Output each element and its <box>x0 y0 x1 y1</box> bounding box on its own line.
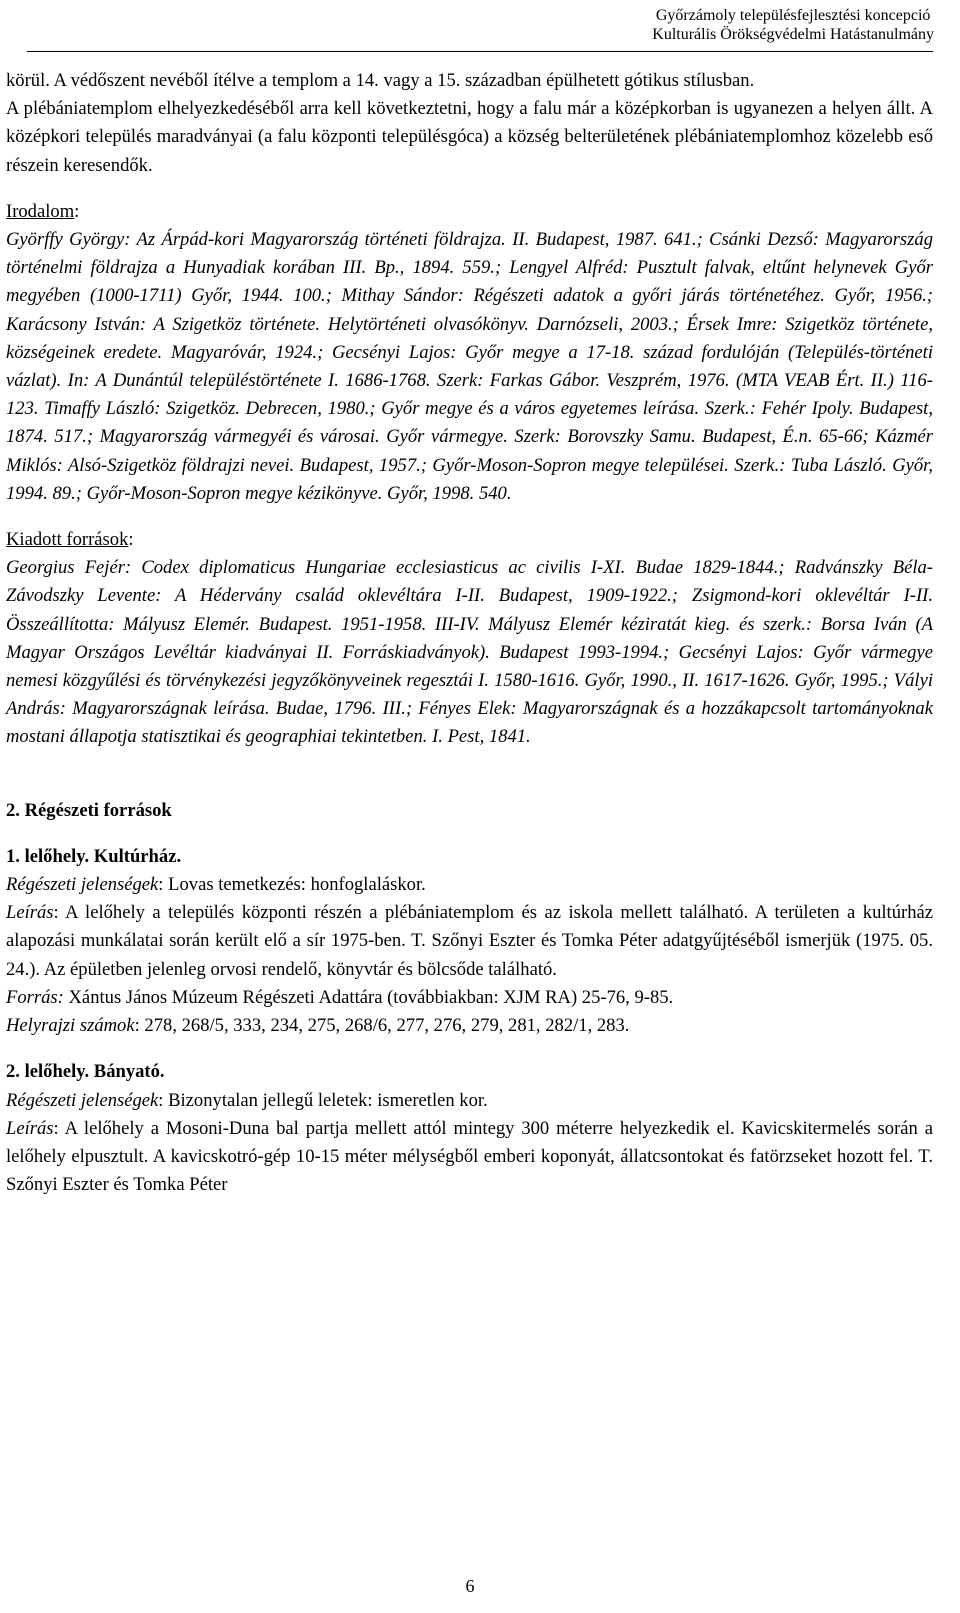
sources-heading-colon: : <box>128 529 134 551</box>
site-parcels <box>6 1012 933 1040</box>
sources-heading <box>6 526 933 554</box>
literature-heading-colon: : <box>74 200 80 222</box>
intro-paragraph-1: körül. A védőszent nevéből ítélve a templom a 14. vagy a 15. században épülhetett gótikus stílusban. <box>6 70 755 91</box>
parcels-label: Helyrajzi számok <box>6 1015 135 1037</box>
literature-list: Györffy György: Az Árpád-kori Magyarország történeti földrajza. II. Budapest, 1987. 641.; Csánki Dezső: Magyarország történelmi földrajza a Hunyadiak korában III. Bp., 1894. 559.; Lengyel Alfréd: Pusztult falvak, eltűnt helynevek Győr megyében (1000-1711) Győr, 1944. 100.; Mithay Sándor: Régészeti adatok a győri járás történetéhez. Győr, 1956.; Karácsony István: A Szigetköz története. Helytörténeti olvasókönyv. Darnózseli, 2003.; Érsek Imre: Szigetköz története, községeinek eredete. Magyaróvár, 1924.; Gecsényi Lajos: Győr megye a 17-18. század fordulóján (Település-történeti vázlat). In: A Dunántúl településtörténete I. 1686-1768. Szerk: Farkas Gábor. Veszprém, 1976. (MTA VEAB Ért. II.) 116-123. Timaffy László: Szigetköz. Debrecen, 1980.; Győr megye és a város egyetemes leírása. Szerk.: Fehér Ipoly. Budapest, 1874. 517.; Magyarország vármegyéi és városai. Győr vármegye. Szerk: Borovszky Samu. Budapest, É.n. 65-66; Kázmér Miklós: Alsó-Szigetköz földrajzi nevei. Budapest, 1957.; Győr-Moson-Sopron megye települései. Szerk.: Tuba László. Győr, 1994. 89.; Győr-Moson-Sopron megye kézikönyve. Győr, 1998. 540. <box>6 229 933 504</box>
site-features <box>6 871 933 899</box>
literature-heading-label: Irodalom <box>6 200 75 222</box>
source-value: Xántus János Múzeum Régészeti Adattára (továbbiakban: XJM RA) 25-76, 9-85. <box>63 986 674 1008</box>
site-description <box>6 1115 933 1200</box>
site-title: 2. lelőhely. Bányató. <box>6 1061 165 1083</box>
sources-heading-label: Kiadott források <box>6 529 129 551</box>
parcels-value: : 278, 268/5, 333, 234, 275, 268/6, 277, 276, 279, 281, 282/1, 283. <box>134 1015 630 1037</box>
features-value: : Bizonytalan jellegű leletek: ismeretlen kor. <box>158 1089 488 1111</box>
features-label: Régészeti jelenségek <box>6 1089 159 1111</box>
intro-paragraph-2: A plébániatemplom elhelyezkedéséből arra kell következtetni, hogy a falu már a középkorban is ugyanezen a helyen állt. A középkori település maradványai (a falu központi településgóca) a község belterületének plébániatemplomhoz közelebb eső részein keresendők. <box>6 98 933 176</box>
page-number: 6 <box>465 1576 475 1596</box>
description-label: Leírás <box>6 902 54 924</box>
site-source <box>6 984 933 1012</box>
header-divider <box>27 51 933 52</box>
section-title: 2. Régészeti források <box>6 799 172 821</box>
site-title: 1. lelőhely. Kultúrház. <box>6 845 182 867</box>
description-value: : A lelőhely a település központi részén a plébániatemplom és az iskola mellett található. A területen a kultúrház alapozási munkálatai során került elő a sír 1975-ben. T. Szőnyi Eszter és Tomka Péter adatgyűjtéséből ismerjük (1975. 05. 24.). Az épületben jelenleg orvosi rendelő, könyvtár és bölcsőde található. <box>6 902 933 980</box>
description-value: : A lelőhely a Mosoni-Duna bal partja mellett attól mintegy 300 méterre helyezkedik el. Kavicskitermelés során a lelőhely elpusztult. A kavicskotró-gép 10-15 méter mélységből emberi koponyát, állatcsontokat és fatörzseket hozott fel. T. Szőnyi Eszter és Tomka Péter <box>6 1117 933 1196</box>
site-entry <box>6 1058 933 1199</box>
literature-heading <box>6 198 933 226</box>
sources-list: Georgius Fejér: Codex diplomaticus Hungariae ecclesiasticus ac civilis I-XI. Budae 1829-1844.; Radvánszky Béla-Závodszky Levente: A Hédervány család oklevéltára I-II. Budapest, 1909-1922.; Zsigmond-kori oklevéltár I-II. Összeállította: Mályusz Elemér. Budapest. 1951-1958. III-IV. Mályusz Elemér kéziratát kieg. és szerk.: Borsa Iván (A Magyar Országos Levéltár kiadványai II. Forráskiadványok). Budapest 1993-1994.; Gecsényi Lajos: Győr vármegye nemesi közgyűlési és törvénykezési jegyzőkönyveinek regesztái I. 1580-1616. Győr, 1990., II. 1617-1626. Győr, 1995.; Vályi András: Magyarországnak leírása. Budae, 1796. III.; Fényes Elek: Magyarországnak és a hozzákapcsolt tartományoknak mostani állapotja statisztikai és geographiai tekintetben. I. Pest, 1841. <box>6 557 933 748</box>
header-title: Győrzámoly településfejlesztési koncepció <box>655 7 931 24</box>
site-description <box>6 899 933 984</box>
header-subtitle: Kulturális Örökségvédelmi Hatástanulmány <box>652 26 934 43</box>
features-label: Régészeti jelenségek <box>6 874 159 896</box>
site-entry <box>6 843 933 1040</box>
site-features <box>6 1087 933 1115</box>
features-value: : Lovas temetkezés: honfoglaláskor. <box>158 874 426 896</box>
description-label: Leírás <box>6 1117 54 1139</box>
page-body <box>6 67 933 1199</box>
page-header <box>652 6 934 44</box>
source-label: Forrás: <box>6 986 64 1008</box>
